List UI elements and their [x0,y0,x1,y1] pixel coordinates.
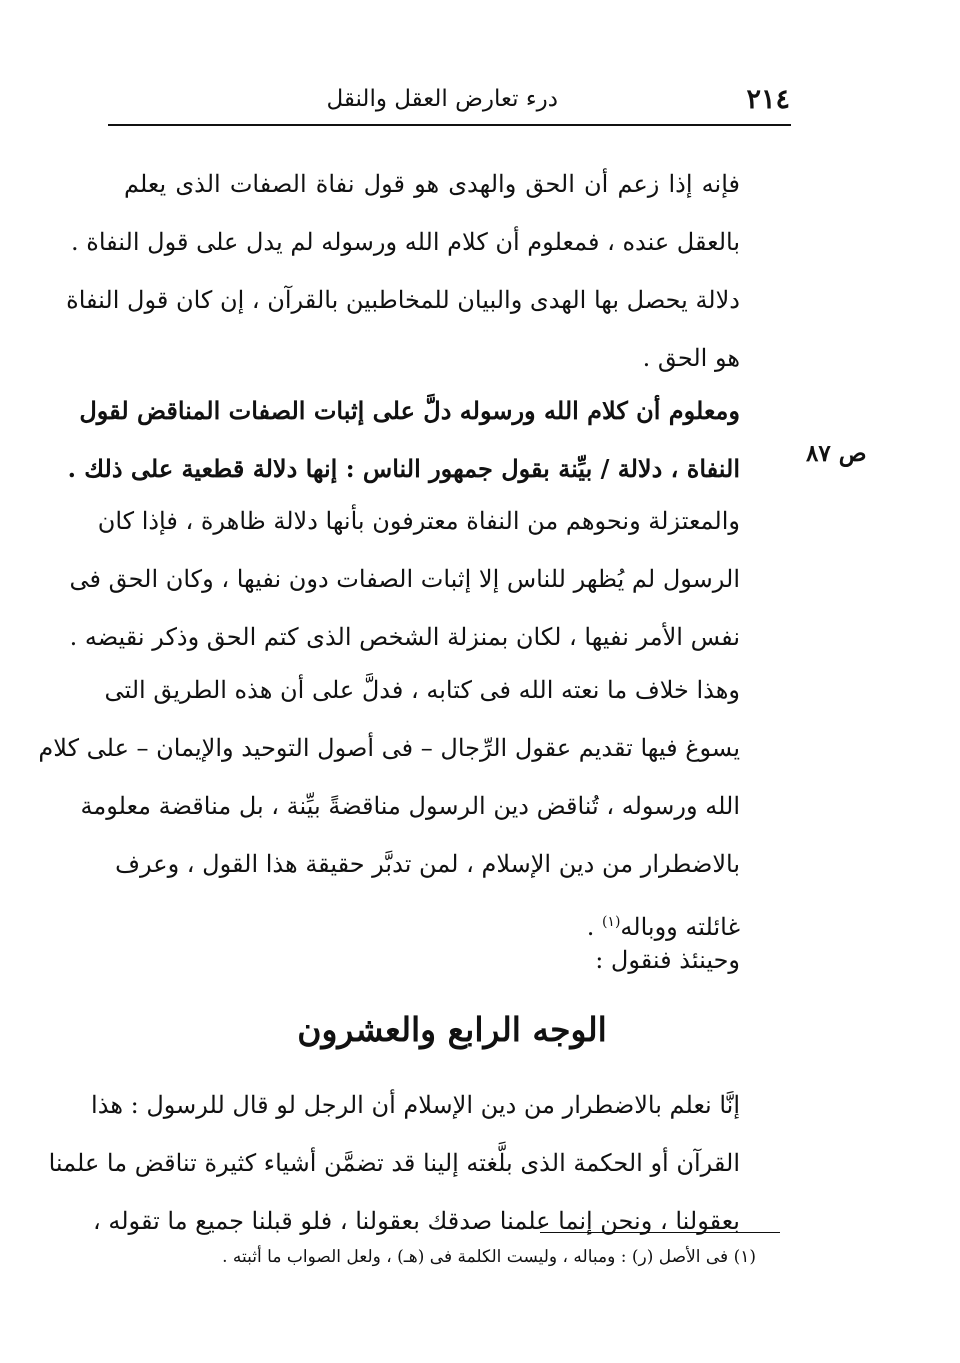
text-line: ومعلوم أن كلام الله ورسوله دلَّ على إثبات الصفات المناقض لقول [79,396,740,425]
text-line: بالاضطرار من دين الإسلام ، لمن تدبَّر حقيقة هذا القول ، وعرف [115,850,740,878]
text-line: دلالة يحصل بها الهدى والبيان للمخاطبين بالقرآن ، إن كان قول النفاة [66,286,740,314]
paragraph-4 [38,661,780,956]
text-line: فإنه إذا زعم أن الحق والهدى هو قول نفاة الصفات الذى يعلم [124,170,740,198]
page-header [118,78,790,118]
section-paragraph [48,1076,780,1250]
text-line: والمعتزلة ونحوهم من النفاة معترفون بأنها دلالة ظاهرة ، فإذا كان [97,507,740,535]
paragraph-1 [66,155,780,387]
text-line: إنَّا نعلم بالاضطرار من دين الإسلام أن الرجل لو قال للرسول : هذا [91,1091,740,1119]
text-line: القرآن أو الحكمة الذى بلَّغته إلينا قد تضمَّن أشياء كثيرة تناقض ما علمنا [48,1149,740,1177]
page-number: ٢١٤ [746,84,790,115]
text-line: وهذا خلاف ما نعته الله فى كتابه ، فدلَّ على أن هذه الطريق التى [104,676,740,704]
text-line-suffix: . [586,913,602,941]
paragraph-3 [69,492,780,666]
text-line: نفس الأمر نفيها ، لكان بمنزلة الشخص الذى كتم الحق وذكر نقيضه . [69,623,740,651]
footnote-rule [540,1232,780,1233]
text-line: يسوغ فيها تقديم عقول الرِّجال – فى أصول التوحيد والإيمان – على كلام [38,734,740,762]
text-line: بالعقل عنده ، فمعلوم أن كلام الله ورسوله لم يدل على قول النفاة . [71,228,740,256]
margin-page-reference: ص ٨٧ [806,440,867,467]
text-line: هو الحق . [642,344,740,372]
footnote: (١) فى الأصل (ر) : ومباله ، وليست الكلمة فى (هـ) ، ولعل الصواب ما أثبته . [222,1247,756,1267]
text-line: الرسول لم يُظهر للناس إلا إثبات الصفات دون نفيها ، وكان الحق فى [69,565,740,593]
header-rule [108,124,791,126]
paragraph-2 [67,382,780,498]
paragraph-5 [124,931,780,989]
running-title: درء تعارض العقل والنقل [326,86,558,112]
text-line-content: غائلته ووباله [620,913,740,941]
footnote-marker[interactable]: (١) [601,914,621,930]
text-line: النفاة ، دلالة / بيِّنة بقول جمهور الناس : إنها دلالة قطعية على ذلك . [67,454,740,483]
text-line: الله ورسوله ، تُناقض دين الرسول مناقضةً بيِّنة ، بل مناقضة معلومة [80,792,740,820]
text-line: وحينئذ فنقول : [595,946,740,974]
section-heading: الوجه الرابع والعشرون [297,1010,607,1049]
text-line: بعقولنا ، ونحن إنما علمنا صدقك بعقولنا ، فلو قبلنا جميع ما تقوله ، [92,1207,740,1235]
